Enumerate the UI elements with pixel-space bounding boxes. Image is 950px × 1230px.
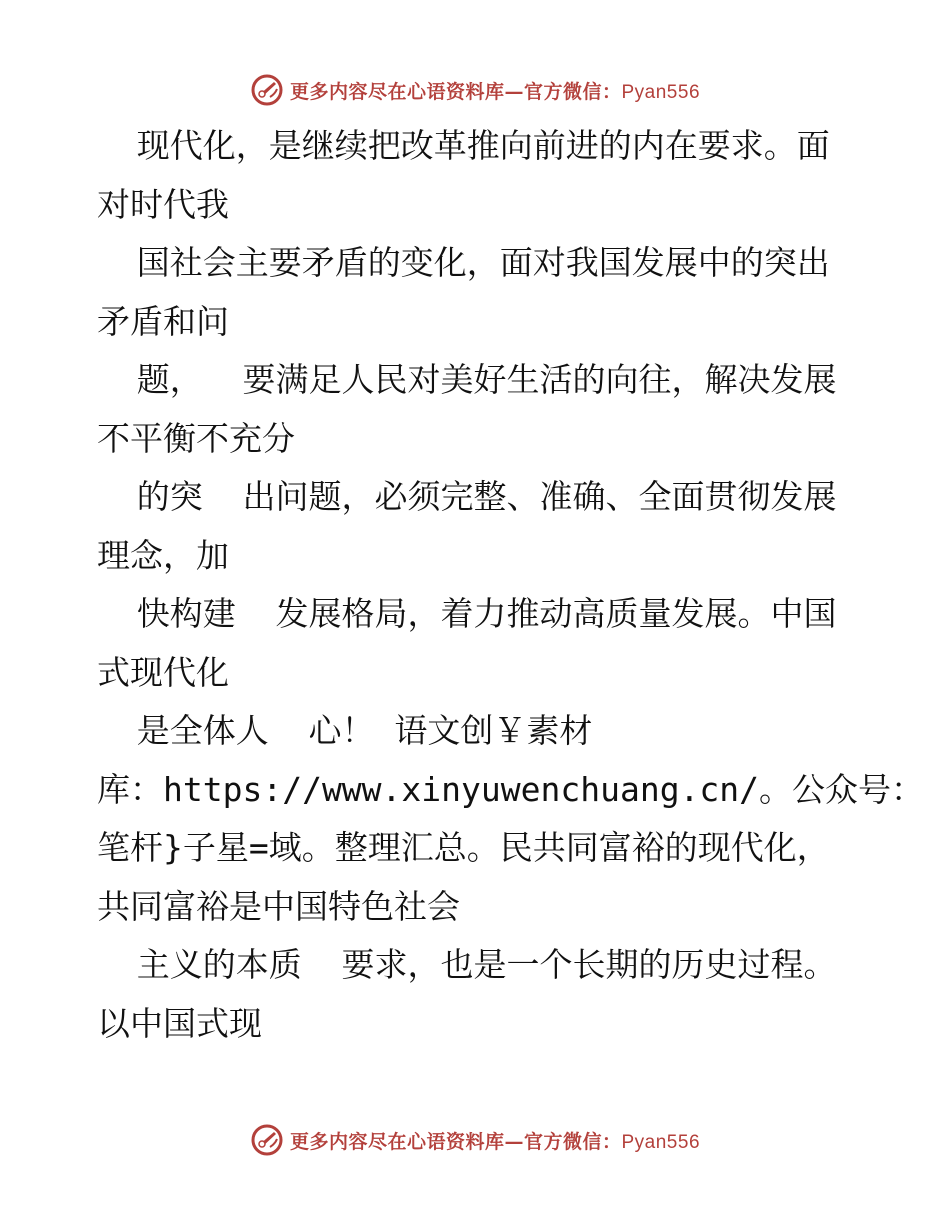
text-line: 国社会主要矛盾的变化，面对我国发展中的突出 — [97, 243, 830, 282]
text-line: 的突 出问题，必须完整、准确、全面贯彻发展 — [97, 477, 837, 516]
text-line: 对时代我 — [97, 184, 229, 224]
header-wechat-id: Pyan556 — [621, 81, 701, 103]
text-line: 共同富裕是中国特色社会 — [97, 886, 460, 926]
text-line: 理念，加 — [97, 535, 229, 575]
footer-banner — [0, 1120, 950, 1160]
body-text — [97, 117, 925, 1053]
text-line: 式现代化 — [97, 652, 229, 692]
seal-logo-icon — [250, 1123, 284, 1157]
footer-wechat-id: Pyan556 — [621, 1131, 701, 1153]
text-line: 以中国式现 — [97, 1003, 262, 1043]
text-line: 是全体人 心！ 语文创￥素材 — [97, 711, 593, 750]
text-line: 现代化，是继续把改革推向前进的内在要求。面 — [97, 126, 830, 165]
text-line: 快构建 发展格局，着力推动高质量发展。中国 — [97, 594, 837, 633]
text-line: 主义的本质 要求，也是一个长期的历史过程。 — [97, 945, 837, 984]
header-text: 更多内容尽在心语资料库—官方微信：Pyan556 — [289, 80, 701, 103]
header-banner — [0, 70, 950, 110]
text-line: 不平衡不充分 — [97, 418, 295, 458]
seal-logo-icon — [250, 73, 284, 107]
text-line: 矛盾和问 — [97, 301, 229, 341]
text-line: 题， 要满足人民对美好生活的向往，解决发展 — [97, 360, 837, 399]
text-line: 库：https://www.xinyuwenchuang.cn/。公众号： — [97, 769, 925, 809]
footer-text: 更多内容尽在心语资料库—官方微信：Pyan556 — [289, 1130, 701, 1153]
text-line: 笔杆}子星=域。整理汇总。民共同富裕的现代化， — [97, 828, 830, 867]
